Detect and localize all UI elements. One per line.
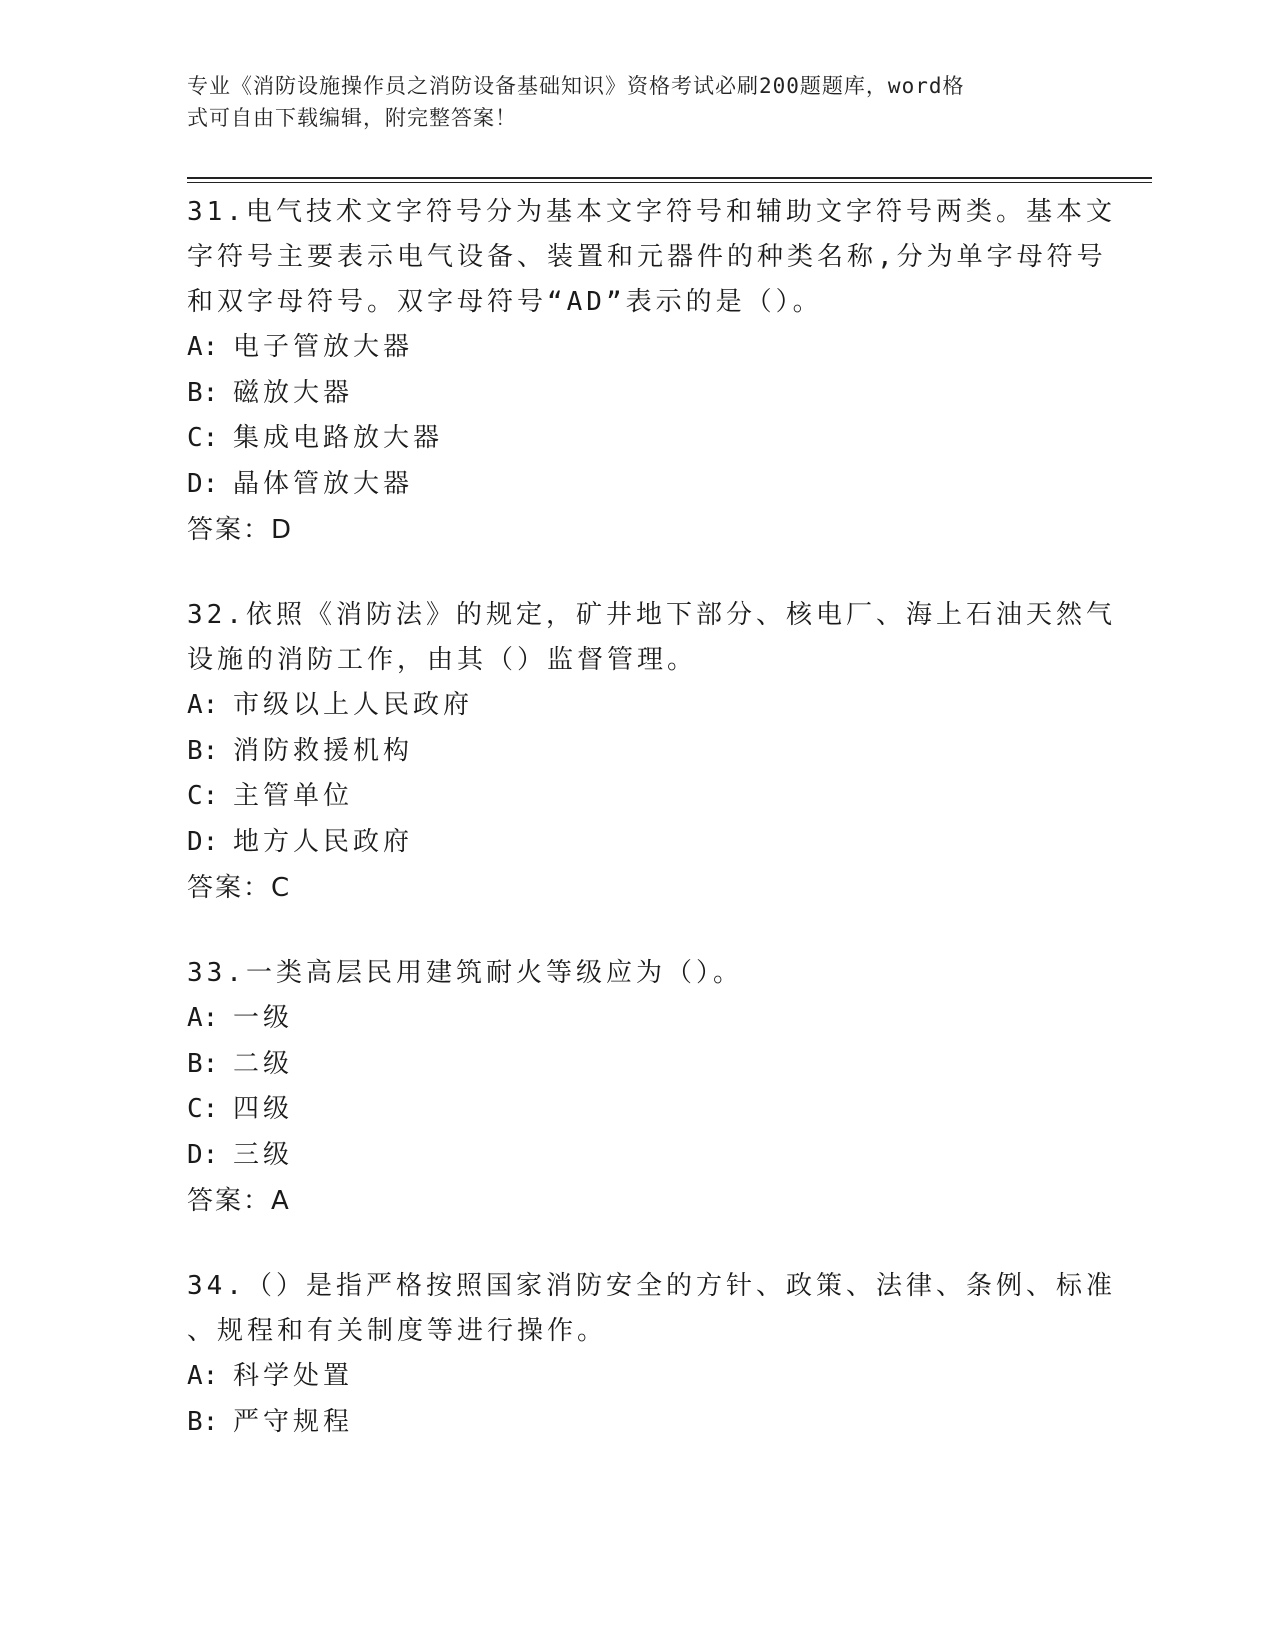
document-header <box>187 70 1067 134</box>
stem-line: 33.一类高层民用建筑耐火等级应为（）。 <box>187 958 743 988</box>
question-stem <box>187 1264 1116 1354</box>
header-divider-thin <box>187 182 1152 183</box>
option-key: A: <box>187 690 219 720</box>
option-b <box>187 729 1087 775</box>
option-key: A: <box>187 332 219 362</box>
option-text: 电子管放大器 <box>233 332 414 362</box>
option-d <box>187 1133 1087 1179</box>
answer-label: 答案：D <box>187 515 294 545</box>
answer-label: 答案：C <box>187 873 292 903</box>
option-c <box>187 416 1087 462</box>
option-text: 市级以上人民政府 <box>233 690 474 720</box>
header-line-2: 式可自由下载编辑，附完整答案！ <box>187 106 517 130</box>
option-key: C: <box>187 423 219 453</box>
question-stem <box>187 190 1116 325</box>
stem-line: 设施的消防工作，由其（）监督管理。 <box>187 645 698 675</box>
option-text: 科学处置 <box>233 1361 354 1391</box>
question-31 <box>187 190 1116 553</box>
question-34 <box>187 1264 1116 1445</box>
option-key: D: <box>187 826 219 857</box>
option-d <box>187 462 1087 508</box>
stem-line: 31.电气技术文字符号分为基本文字符号和辅助文字符号两类。基本文 <box>187 197 1116 227</box>
option-text: 四级 <box>233 1094 294 1124</box>
option-key: B: <box>187 377 219 408</box>
option-key: D: <box>187 468 219 499</box>
question-list <box>187 190 1116 1485</box>
option-text: 严守规程 <box>233 1406 354 1437</box>
header-divider-thick <box>187 177 1152 179</box>
option-d <box>187 820 1087 866</box>
option-a <box>187 1354 1087 1400</box>
option-key: C: <box>187 781 219 811</box>
question-stem <box>187 951 1087 996</box>
question-33 <box>187 951 1087 1224</box>
option-text: 消防救援机构 <box>233 735 414 766</box>
stem-line: 32.依照《消防法》的规定，矿井地下部分、核电厂、海上石油天然气 <box>187 600 1116 630</box>
option-key: C: <box>187 1094 219 1124</box>
answer-label: 答案：A <box>187 1186 291 1216</box>
option-key: B: <box>187 1406 219 1437</box>
question-32 <box>187 593 1116 911</box>
option-text: 主管单位 <box>233 781 354 811</box>
option-b <box>187 1400 1087 1446</box>
option-key: A: <box>187 1361 219 1391</box>
option-text: 二级 <box>233 1048 294 1079</box>
option-b <box>187 1042 1087 1088</box>
stem-line: 34.（）是指严格按照国家消防安全的方针、政策、法律、条例、标准 <box>187 1271 1116 1301</box>
option-a <box>187 996 1087 1042</box>
stem-line: 、规程和有关制度等进行操作。 <box>187 1316 608 1346</box>
option-text: 三级 <box>233 1139 294 1170</box>
option-text: 一级 <box>233 1003 294 1033</box>
option-c <box>187 774 1087 820</box>
header-line-1: 专业《消防设施操作员之消防设备基础知识》资格考试必刷200题题库，word格 <box>187 74 965 98</box>
option-key: B: <box>187 1048 219 1079</box>
option-key: B: <box>187 735 219 766</box>
option-text: 集成电路放大器 <box>233 423 444 453</box>
stem-line: 和双字母符号。双字母符号“AD”表示的是（）。 <box>187 287 823 317</box>
option-key: D: <box>187 1139 219 1170</box>
stem-line: 字符号主要表示电气设备、装置和元器件的种类名称,分为单字母符号 <box>187 242 1107 272</box>
option-a <box>187 325 1087 371</box>
option-text: 地方人民政府 <box>233 826 414 857</box>
option-c <box>187 1087 1087 1133</box>
option-text: 磁放大器 <box>233 377 354 408</box>
option-text: 晶体管放大器 <box>233 468 414 499</box>
option-a <box>187 683 1087 729</box>
option-key: A: <box>187 1003 219 1033</box>
question-stem <box>187 593 1116 683</box>
option-b <box>187 371 1087 417</box>
